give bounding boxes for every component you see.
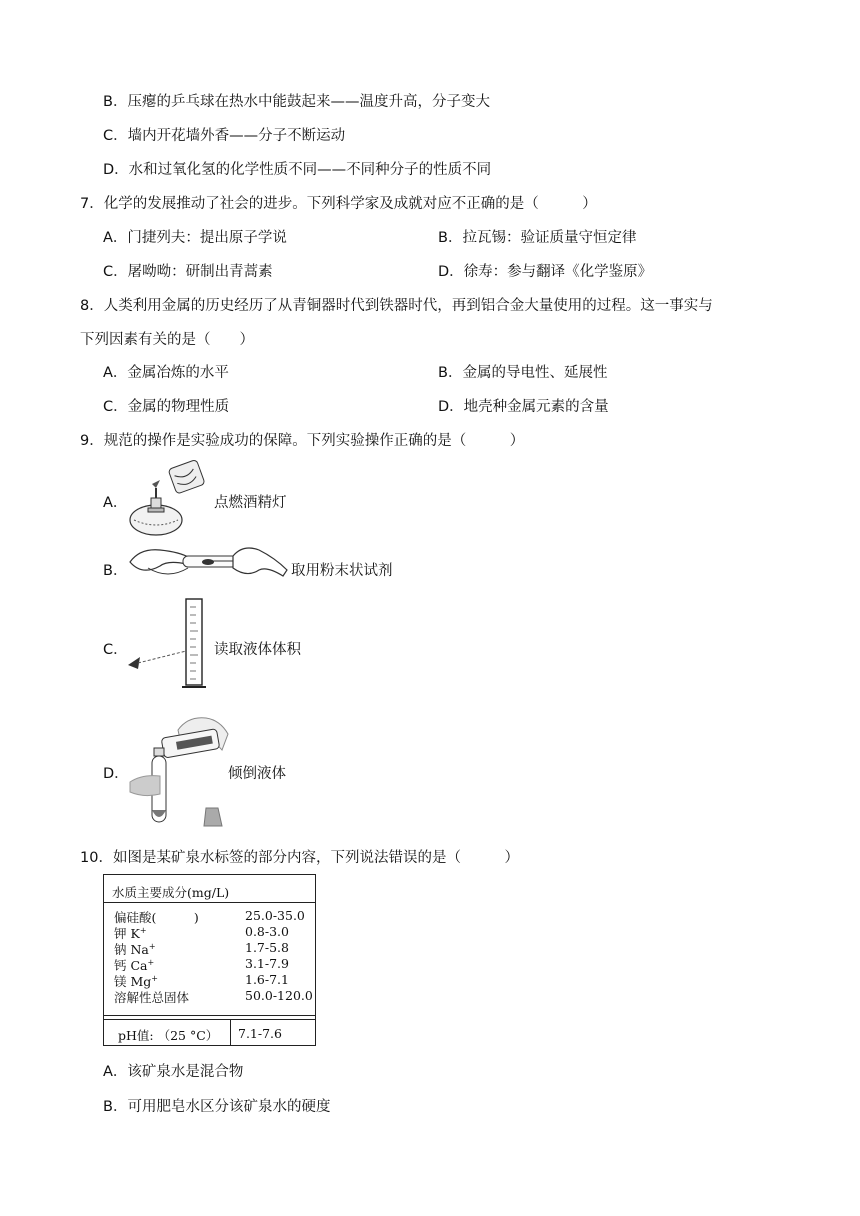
label-ph-label: pH值: （25 °C） xyxy=(118,1028,219,1043)
q9-option-a-letter: A． xyxy=(103,495,128,511)
q9-option-a-caption: 点燃酒精灯 xyxy=(214,495,287,511)
label-row-name: 钾 K+ xyxy=(114,925,147,941)
q9-stem: 9．规范的操作是实验成功的保障。下列实验操作正确的是（ ） xyxy=(80,433,525,449)
label-row-name: 镁 Mg+ xyxy=(114,973,158,989)
q7-option-a: A．门捷列夫：提出原子学说 xyxy=(103,230,287,246)
label-row-value: 50.0-120.0 xyxy=(245,988,313,1003)
label-row-name: 溶解性总固体 xyxy=(114,990,190,1005)
q9-option-b-letter: B． xyxy=(103,563,128,579)
q10-option-b: B．可用肥皂水区分该矿泉水的硬度 xyxy=(103,1099,331,1115)
label-row-value: 1.7-5.8 xyxy=(245,940,289,955)
mineral-water-label xyxy=(103,874,316,1046)
q9-option-c-caption: 读取液体体积 xyxy=(214,642,301,658)
label-title: 水质主要成分(mg/L) xyxy=(112,885,230,900)
label-ph-divider xyxy=(230,1020,231,1045)
q8-stem-line2: 下列因素有关的是（ ） xyxy=(80,332,254,348)
q8-option-d: D．地壳种金属元素的含量 xyxy=(438,399,609,415)
label-ph-value: 7.1-7.6 xyxy=(238,1026,282,1041)
label-divider-bottom xyxy=(104,1015,315,1016)
q7-option-b: B．拉瓦锡：验证质量守恒定律 xyxy=(438,230,637,246)
label-row-value: 0.8-3.0 xyxy=(245,924,289,939)
label-row-name: 钙 Ca+ xyxy=(114,957,155,973)
q8-option-b: B．金属的导电性、延展性 xyxy=(438,365,608,381)
label-row-name: 钠 Na+ xyxy=(114,941,156,957)
pouring-liquid-figure xyxy=(128,710,230,830)
q8-option-a: A．金属冶炼的水平 xyxy=(103,365,229,381)
label-row-value: 25.0-35.0 xyxy=(245,908,305,923)
label-row-value: 3.1-7.9 xyxy=(245,956,289,971)
q8-option-c: C．金属的物理性质 xyxy=(103,399,230,415)
q8-stem-line1: 8．人类利用金属的历史经历了从青铜器时代到铁器时代，再到铝合金大量使用的过程。这一事实与 xyxy=(80,298,713,314)
q6-option-b: B．压瘪的乒乓球在热水中能鼓起来——温度升高，分子变大 xyxy=(103,94,490,110)
q6-option-d: D．水和过氧化氢的化学性质不同——不同种分子的性质不同 xyxy=(103,162,492,178)
q6-option-c: C．墙内开花墙外香——分子不断运动 xyxy=(103,128,346,144)
q10-option-a: A．该矿泉水是混合物 xyxy=(103,1064,244,1080)
label-row-value: 1.6-7.1 xyxy=(245,972,289,987)
q7-option-d: D．徐寿：参与翻译《化学鉴原》 xyxy=(438,264,653,280)
q9-option-c-letter: C． xyxy=(103,642,128,658)
q9-option-d-caption: 倾倒液体 xyxy=(228,766,286,782)
label-divider-top xyxy=(104,902,315,903)
q7-option-c: C．屠呦呦：研制出青蒿素 xyxy=(103,264,273,280)
alcohol-lamp-figure xyxy=(126,458,212,542)
label-divider-bottom-double xyxy=(104,1019,315,1020)
label-row-name: 偏硅酸( ) xyxy=(114,910,199,925)
q9-option-d-letter: D． xyxy=(103,766,129,782)
q9-option-b-caption: 取用粉末状试剂 xyxy=(291,563,393,579)
powder-reagent-figure xyxy=(128,544,290,584)
q7-stem: 7．化学的发展推动了社会的进步。下列科学家及成就对应不正确的是（ ） xyxy=(80,196,597,212)
graduated-cylinder-figure xyxy=(126,597,212,695)
q10-stem: 10．如图是某矿泉水标签的部分内容，下列说法错误的是（ ） xyxy=(80,850,519,866)
